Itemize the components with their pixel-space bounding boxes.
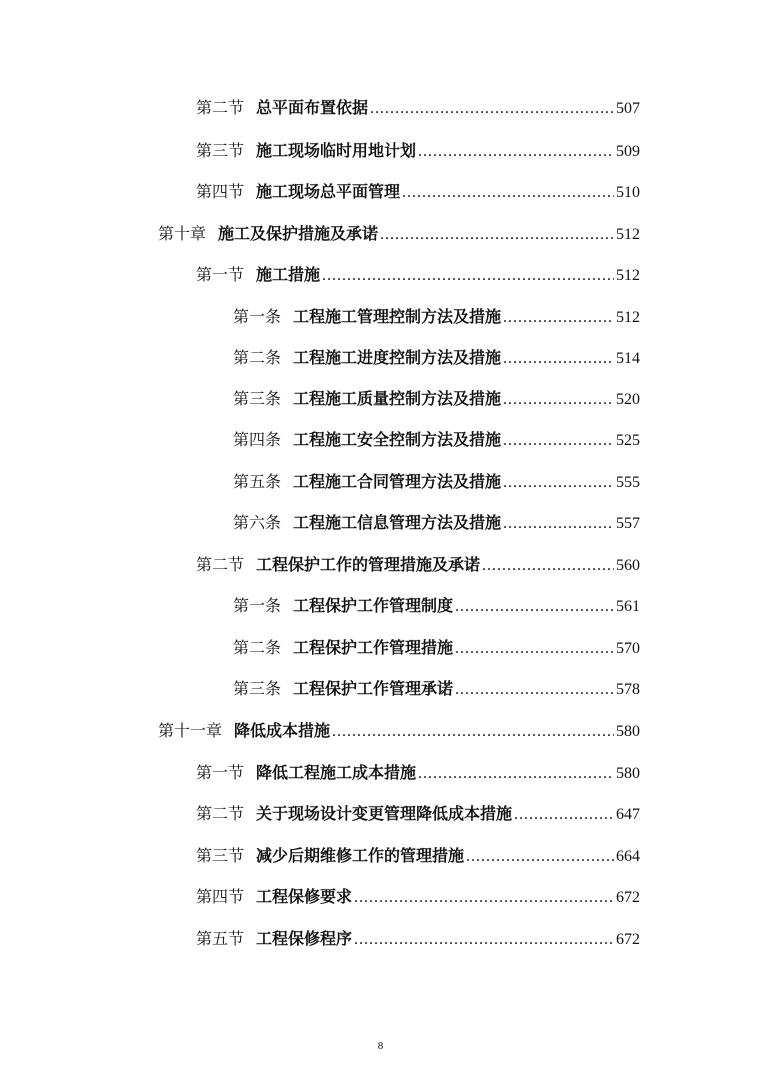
toc-entry-title: 工程施工管理控制方法及措施	[293, 307, 502, 326]
toc-leader-dots	[482, 556, 614, 576]
toc-entry-page: 560	[616, 557, 640, 574]
toc-leader-dots	[503, 431, 614, 451]
toc-entry-page: 580	[616, 765, 640, 782]
toc-entry[interactable]	[233, 679, 640, 699]
toc-leader-dots	[503, 390, 614, 410]
toc-entry-page: 507	[616, 100, 640, 117]
toc-entry-title: 关于现场设计变更管理降低成本措施	[256, 804, 513, 823]
toc-entry-page: 555	[616, 474, 640, 491]
toc-entry-number: 第十一章	[158, 721, 223, 740]
toc-entry[interactable]	[233, 472, 640, 492]
toc-leader-dots	[402, 183, 614, 203]
toc-entry[interactable]	[158, 721, 640, 741]
toc-entry-page: 672	[616, 931, 640, 948]
toc-leader-dots	[332, 722, 614, 742]
toc-entry-title: 减少后期维修工作的管理措施	[256, 846, 465, 865]
toc-entry-page: 512	[616, 309, 640, 326]
toc-entry-title: 工程施工进度控制方法及措施	[293, 348, 502, 367]
toc-leader-dots	[466, 847, 614, 867]
toc-entry-title: 工程施工安全控制方法及措施	[293, 430, 502, 449]
toc-entry[interactable]	[196, 265, 640, 285]
toc-leader-dots	[354, 930, 614, 950]
toc-entry[interactable]	[196, 887, 640, 907]
toc-entry-title: 工程施工信息管理方法及措施	[293, 513, 502, 532]
toc-entry-number: 第四节	[196, 182, 245, 201]
toc-entry-number: 第二节	[196, 555, 245, 574]
toc-entry-number: 第六条	[233, 513, 282, 532]
toc-entry-title: 工程保护工作管理措施	[293, 638, 454, 657]
toc-entry-title: 施工现场临时用地计划	[256, 141, 417, 160]
toc-entry[interactable]	[196, 763, 640, 783]
toc-entry-number: 第三条	[233, 389, 282, 408]
toc-entry-title: 施工及保护措施及承诺	[218, 224, 379, 243]
toc-entry[interactable]	[196, 98, 640, 118]
toc-entry-page: 557	[616, 515, 640, 532]
toc-entry-page: 514	[616, 350, 640, 367]
toc-entry-title: 工程保修要求	[256, 887, 353, 906]
toc-leader-dots	[380, 225, 614, 245]
toc-leader-dots	[503, 514, 614, 534]
toc-entry-page: 647	[616, 806, 640, 823]
toc-leader-dots	[455, 597, 614, 617]
page-number: 8	[377, 1040, 384, 1052]
toc-entry[interactable]	[233, 307, 640, 327]
toc-entry-page: 664	[616, 848, 640, 865]
toc-entry[interactable]	[196, 929, 640, 949]
toc-entry-number: 第三节	[196, 846, 245, 865]
toc-entry-title: 工程保护工作管理承诺	[293, 679, 454, 698]
toc-entry-page: 512	[616, 226, 640, 243]
toc-entry-number: 第十章	[158, 224, 207, 243]
toc-entry-page: 561	[616, 598, 640, 615]
toc-entry-number: 第一条	[233, 307, 282, 326]
toc-entry-number: 第一节	[196, 763, 245, 782]
toc-entry-page: 580	[616, 723, 640, 740]
toc-leader-dots	[503, 349, 614, 369]
toc-entry[interactable]	[233, 638, 640, 658]
toc-leader-dots	[418, 142, 614, 162]
toc-entry-page: 520	[616, 391, 640, 408]
toc-entry-page: 509	[616, 143, 640, 160]
toc-entry-title: 工程施工质量控制方法及措施	[293, 389, 502, 408]
toc-entry-page: 570	[616, 640, 640, 657]
toc-entry[interactable]	[196, 182, 640, 202]
toc-entry-page: 578	[616, 681, 640, 698]
toc-entry-number: 第一节	[196, 265, 245, 284]
toc-leader-dots	[370, 99, 614, 119]
toc-entry[interactable]	[158, 224, 640, 244]
toc-leader-dots	[503, 473, 614, 493]
toc-leader-dots	[514, 805, 614, 825]
toc-entry[interactable]	[233, 513, 640, 533]
toc-leader-dots	[418, 764, 614, 784]
toc-entry-title: 总平面布置依据	[256, 98, 369, 117]
toc-entry-number: 第二条	[233, 348, 282, 367]
toc-entry[interactable]	[233, 389, 640, 409]
toc-entry-page: 672	[616, 889, 640, 906]
toc-entry-title: 降低成本措施	[234, 721, 331, 740]
toc-entry-page: 525	[616, 432, 640, 449]
toc-entry-page: 512	[616, 267, 640, 284]
toc-entry-number: 第五条	[233, 472, 282, 491]
toc-entry-title: 工程施工合同管理方法及措施	[293, 472, 502, 491]
toc-entry[interactable]	[233, 348, 640, 368]
toc-entry-title: 施工现场总平面管理	[256, 182, 401, 201]
toc-leader-dots	[322, 266, 614, 286]
toc-leader-dots	[455, 680, 614, 700]
toc-entry[interactable]	[233, 430, 640, 450]
toc-entry-page: 510	[616, 184, 640, 201]
toc-entry-number: 第五节	[196, 929, 245, 948]
toc-entry[interactable]	[196, 804, 640, 824]
toc-entry-number: 第四节	[196, 887, 245, 906]
toc-leader-dots	[455, 639, 614, 659]
toc-entry-number: 第三条	[233, 679, 282, 698]
toc-entry-number: 第二条	[233, 638, 282, 657]
toc-entry-title: 工程保修程序	[256, 929, 353, 948]
toc-entry[interactable]	[196, 141, 640, 161]
toc-entry-number: 第二节	[196, 804, 245, 823]
toc-entry[interactable]	[196, 555, 640, 575]
toc-entry-number: 第一条	[233, 596, 282, 615]
toc-entry[interactable]	[233, 596, 640, 616]
toc-entry-number: 第四条	[233, 430, 282, 449]
toc-entry-title: 降低工程施工成本措施	[256, 763, 417, 782]
toc-leader-dots	[503, 308, 614, 328]
toc-entry-number: 第三节	[196, 141, 245, 160]
toc-entry-title: 施工措施	[256, 265, 321, 284]
toc-entry-title: 工程保护工作管理制度	[293, 596, 454, 615]
toc-entry-number: 第二节	[196, 98, 245, 117]
toc-entry[interactable]	[196, 846, 640, 866]
toc-entry-title: 工程保护工作的管理措施及承诺	[256, 555, 481, 574]
toc-leader-dots	[354, 888, 614, 908]
